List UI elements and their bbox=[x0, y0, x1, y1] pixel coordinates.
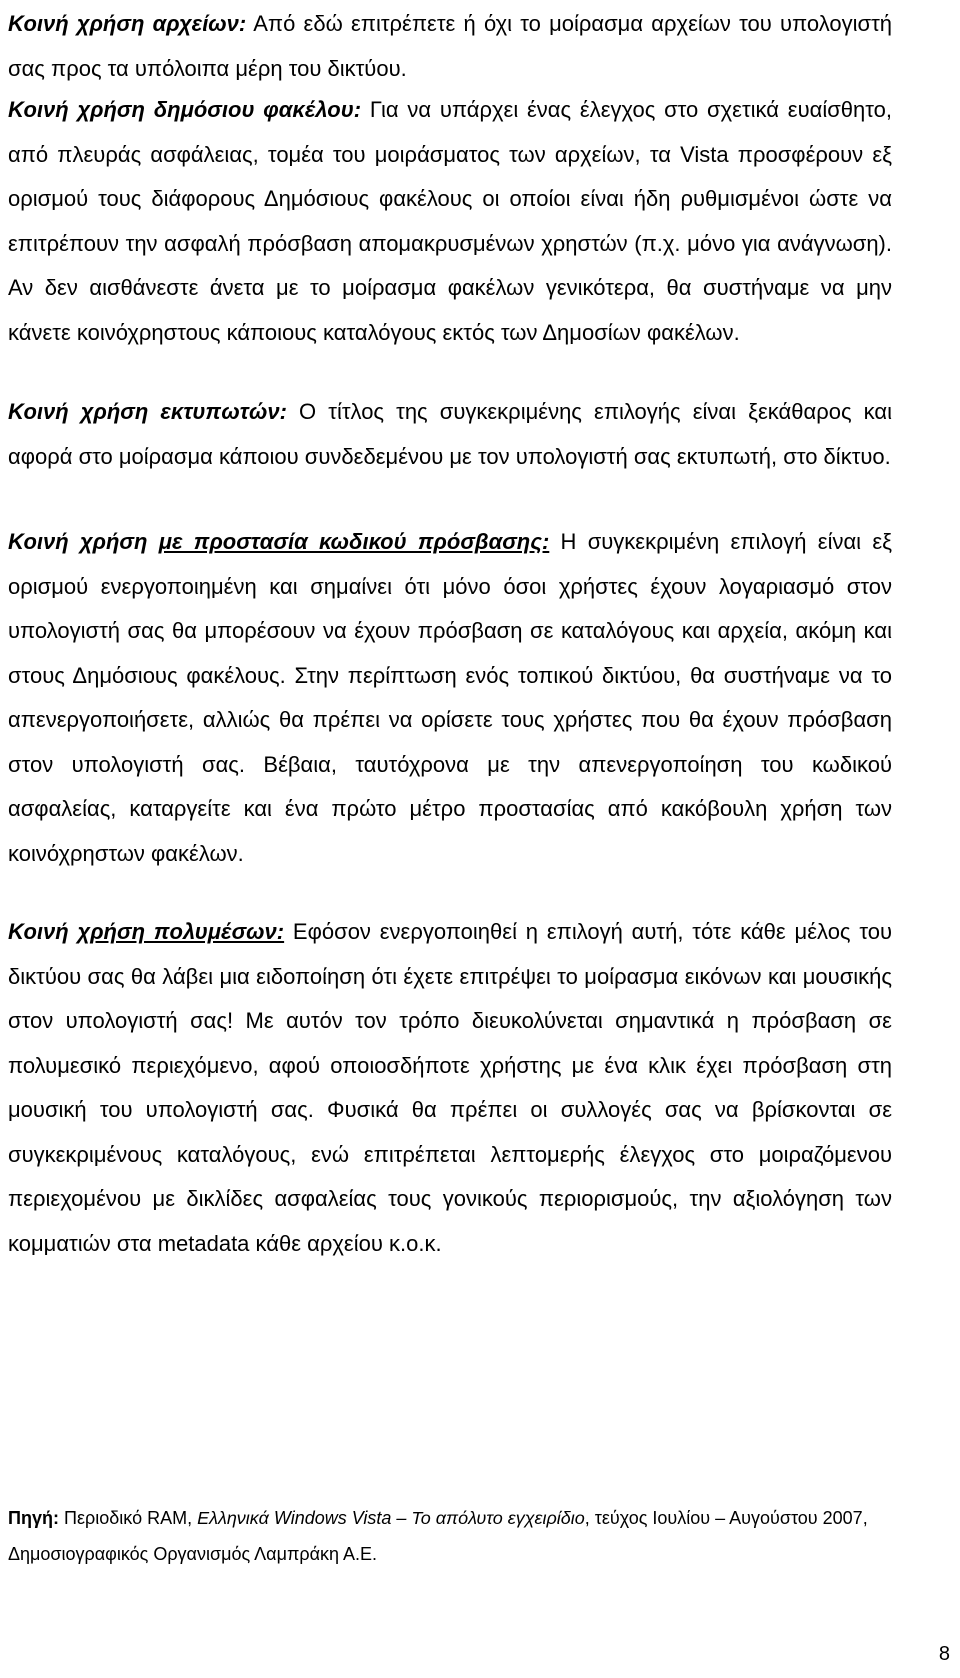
paragraph-text: Εφόσον ενεργοποιηθεί η επιλογή αυτή, τότε κάθε μέλος του δικτύου σας θα λάβει μια ειδοποίηση ότι έχετε επιτρέψει το μοίρασμα εικόνων και μουσικής στον υπολογιστή σας! Με αυτόν τον τρόπο διευκολύνεται σημαντικά η πρόσβαση σε πολυμεσικό περιεχόμενο, αφού οποιοσδήποτε χρήστης με ένα κλικ έχει πρόσβαση στη μουσική του υπολογιστή σας. Φυσικά θα πρέπει οι συλλογές σας να βρίσκονται σε συγκεκριμένους καταλόγους, ενώ επιτρέπεται λεπτομερής έλεγχος στο μοιραζόμενου περιεχομένου με δικλίδες ασφαλείας τους γονικούς περιορισμούς, την αξιολόγηση των κομματιών στα metadata κάθε αρχείου κ.ο.κ. bbox=[8, 919, 893, 1256]
paragraph-media-sharing bbox=[8, 910, 892, 1266]
term-media-sharing-plain: Κοινή bbox=[8, 919, 78, 944]
paragraph-printer-sharing bbox=[8, 390, 892, 479]
term-printer-sharing: Κοινή χρήση εκτυπωτών: bbox=[8, 399, 287, 424]
page-number: 8 bbox=[938, 1643, 950, 1665]
term-public-folder-sharing: Κοινή χρήση δημόσιου φακέλου: bbox=[8, 97, 362, 122]
paragraph-text: Από εδώ επιτρέπετε ή όχι το μοίρασμα αρχείων του υπολογιστή σας προς τα υπόλοιπα μέρη του δικτύου. bbox=[8, 11, 892, 81]
term-file-sharing: Κοινή χρήση αρχείων: bbox=[8, 11, 247, 36]
paragraph-public-folder-sharing bbox=[8, 88, 892, 355]
paragraph-file-sharing bbox=[8, 2, 892, 91]
source-text-1: Περιοδικό RAM, bbox=[59, 1508, 198, 1528]
term-password-protected-underlined: με προστασία κωδικού πρόσβασης: bbox=[158, 529, 550, 554]
source-citation bbox=[8, 1500, 892, 1572]
source-label: Πηγή: bbox=[8, 1508, 59, 1528]
term-media-sharing-underlined: χρήση πολυμέσων: bbox=[77, 919, 285, 944]
paragraph-text: Για να υπάρχει ένας έλεγχος στο σχετικά ευαίσθητο, από πλευράς ασφάλειας, τομέα του μοιράσματος των αρχείων, τα Vista προσφέρουν εξ ορισμού τους διάφορους Δημόσιους φακέλους οι οποίοι είναι ήδη ρυθμισμένοι ώστε να επιτρέπουν την ασφαλή πρόσβαση απομακρυσμένων χρηστών (π.χ. μόνο για ανάγνωση). Αν δεν αισθάνεστε άνετα με το μοίρασμα φακέλων γενικότερα, θα συστήναμε να μην κάνετε κοινόχρηστους κάποιους καταλόγους εκτός των Δημοσίων φακέλων. bbox=[8, 97, 893, 345]
source-book-title: Ελληνικά Windows Vista – Το απόλυτο εγχειρίδιο bbox=[197, 1508, 585, 1528]
paragraph-text: Η συγκεκριμένη επιλογή είναι εξ ορισμού ενεργοποιημένη και σημαίνει ότι μόνο όσοι χρήστες έχουν λογαριασμό στον υπολογιστή σας θα μπορέσουν να έχουν πρόσβαση σε καταλόγους και αρχεία, ακόμη και στους Δημόσιους φακέλους. Στην περίπτωση ενός τοπικού δικτύου, θα συστήναμε να το απενεργοποιήσετε, αλλιώς θα πρέπει να ορίσετε τους χρήστες που θα έχουν πρόσβαση στον υπολογιστή σας. Βέβαια, ταυτόχρονα με την απενεργοποίηση του κωδικού ασφαλείας, καταργείτε και ένα πρώτο μέτρο προστασίας από κακόβουλη χρήση των κοινόχρηστων φακέλων. bbox=[8, 529, 892, 866]
paragraph-text: Ο τίτλος της συγκεκριμένης επιλογής είναι ξεκάθαρος και αφορά στο μοίρασμα κάποιου συνδεδεμένου με τον υπολογιστή σας εκτυπωτή, στο δίκτυο. bbox=[8, 399, 892, 469]
paragraph-password-protected-sharing bbox=[8, 520, 892, 876]
source-text-2: , τεύχος Ιουλίου – Αυγούστου 2007, Δημοσιογραφικός Οργανισμός Λαμπράκη Α.Ε. bbox=[8, 1508, 868, 1564]
term-password-protected-plain: Κοινή χρήση bbox=[8, 529, 159, 554]
